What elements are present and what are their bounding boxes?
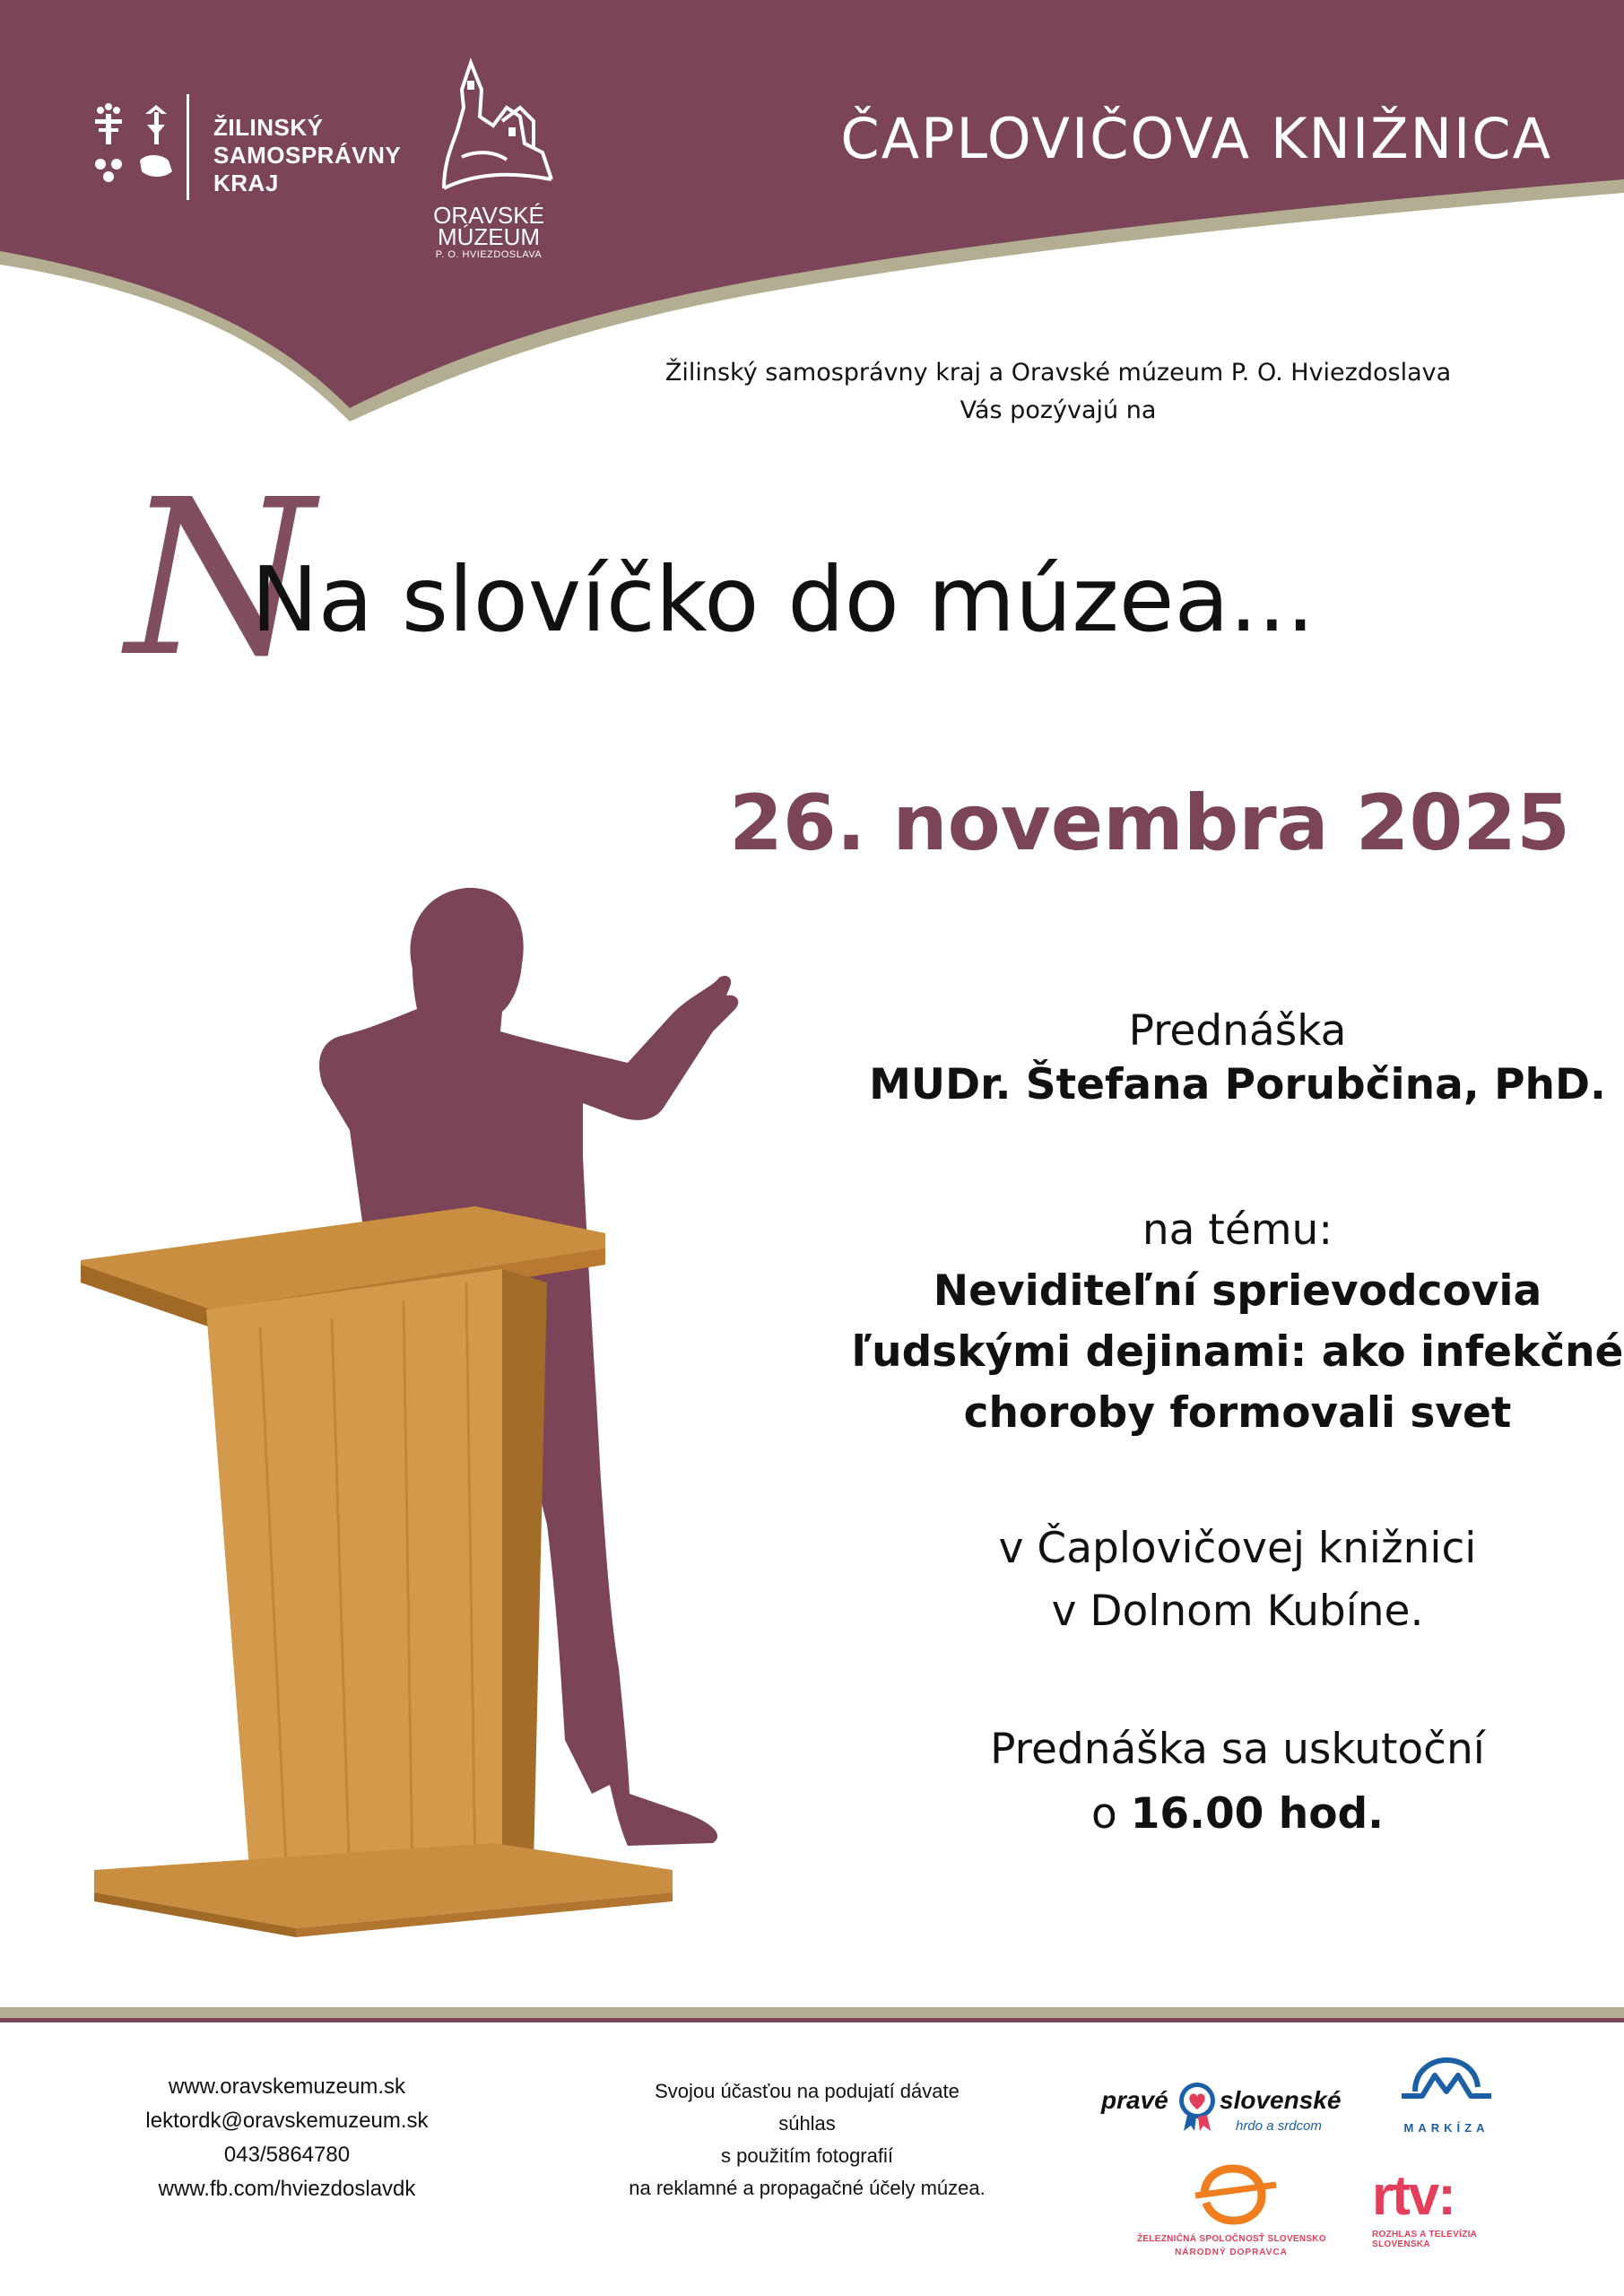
zssk-emblem-icon xyxy=(1177,2161,1285,2226)
footer-contacts xyxy=(126,2070,448,2206)
museum-logo-subtext: P. O. HVIEZDOSLAVA xyxy=(435,249,543,260)
photo-consent-notice xyxy=(556,2075,1058,2205)
logo-text: rtv: xyxy=(1372,2165,1455,2227)
consent-line: na reklamné a propagačné účely múzea. xyxy=(629,2177,986,2199)
topic-line-2: ľudskými dejinami: ako infekčné xyxy=(851,1327,1624,1377)
logo-text: ŽELEZNIČNÁ SPOLOČNOSŤ SLOVENSKO xyxy=(1137,2234,1326,2244)
logo-text: NÁRODNÝ DOPRAVCA xyxy=(1175,2248,1288,2257)
lectern-column xyxy=(206,1269,502,1892)
location-line-1: v Čaplovičovej knižnici xyxy=(998,1524,1477,1573)
zsk-logo xyxy=(90,94,402,220)
zsk-emblem-icon xyxy=(90,94,206,202)
logo-text: MARKÍZA xyxy=(1403,2121,1489,2135)
zssk-logo xyxy=(1137,2161,1325,2269)
zsk-logo-text: ŽILINSKÝ SAMOSPRÁVNY KRAJ xyxy=(213,114,402,196)
topic-line-1: Neviditeľní sprievodcovia xyxy=(933,1266,1542,1316)
logo-text: slovenské xyxy=(1220,2086,1342,2114)
logo-tagline: hrdo a srdcom xyxy=(1236,2118,1322,2134)
lecture-time xyxy=(753,1718,1624,1847)
markiza-logo xyxy=(1388,2056,1505,2145)
time-value-line xyxy=(753,1782,1624,1847)
facebook-link[interactable]: www.fb.com/hviezdoslavdk xyxy=(158,2177,416,2201)
website-link[interactable]: www.oravskemuzeum.sk xyxy=(168,2074,406,2099)
event-title: Na slovíčko do múzea... xyxy=(251,547,1316,652)
topic-line-3: choroby formovali svet xyxy=(963,1388,1512,1438)
consent-line: súhlas xyxy=(778,2112,836,2135)
consent-line: s použitím fotografií xyxy=(721,2144,893,2167)
lecturer-at-podium-illustration xyxy=(81,861,798,1937)
logo-text: ROZHLAS A TELEVÍZIA xyxy=(1372,2230,1478,2239)
footer-divider-accent xyxy=(0,2018,1624,2022)
castle-icon xyxy=(408,54,569,206)
invitation-text xyxy=(574,354,1542,430)
lecture-location xyxy=(753,1518,1624,1643)
speaker-name: MUDr. Štefana Porubčina, PhD. xyxy=(869,1060,1606,1109)
library-name: ČAPLOVIČOVA KNIŽNICA xyxy=(840,106,1552,171)
email-link[interactable]: lektordk@oravskemuzeum.sk xyxy=(145,2109,429,2133)
footer-divider xyxy=(0,2007,1624,2018)
lecture-topic xyxy=(753,1200,1624,1444)
lecture-label: Prednáška xyxy=(1128,1006,1347,1056)
heart-badge-icon xyxy=(1177,2079,1218,2133)
invitation-line-1: Žilinský samosprávny kraj a Oravské múzeum P. O. Hviezdoslava xyxy=(664,359,1452,387)
museum-logo-text: ORAVSKÉ MÚZEUM xyxy=(433,202,544,250)
time-value: 16.00 hod. xyxy=(1130,1789,1384,1839)
markiza-emblem-icon xyxy=(1397,2056,1496,2111)
event-date: 26. novembra 2025 xyxy=(729,778,1570,868)
decorative-initial: N xyxy=(126,453,314,704)
location-line-2: v Dolnom Kubíne. xyxy=(1051,1587,1424,1636)
logo-text: SLOVENSKA xyxy=(1372,2239,1430,2249)
consent-line: Svojou účasťou na podujatí dávate xyxy=(655,2080,960,2102)
phone-number: 043/5864780 xyxy=(223,2143,351,2167)
prave-slovenske-logo xyxy=(1101,2079,1352,2142)
topic-label: na tému: xyxy=(1142,1205,1333,1255)
oravske-muzeum-logo xyxy=(408,54,569,265)
lecture-intro xyxy=(753,1004,1624,1112)
logo-text: pravé xyxy=(1101,2086,1168,2114)
time-line: Prednáška sa uskutoční xyxy=(990,1725,1485,1774)
rtv-logo xyxy=(1372,2165,1515,2267)
time-prefix: o xyxy=(1091,1789,1117,1839)
invitation-line-2: Vás pozývajú na xyxy=(960,396,1157,424)
